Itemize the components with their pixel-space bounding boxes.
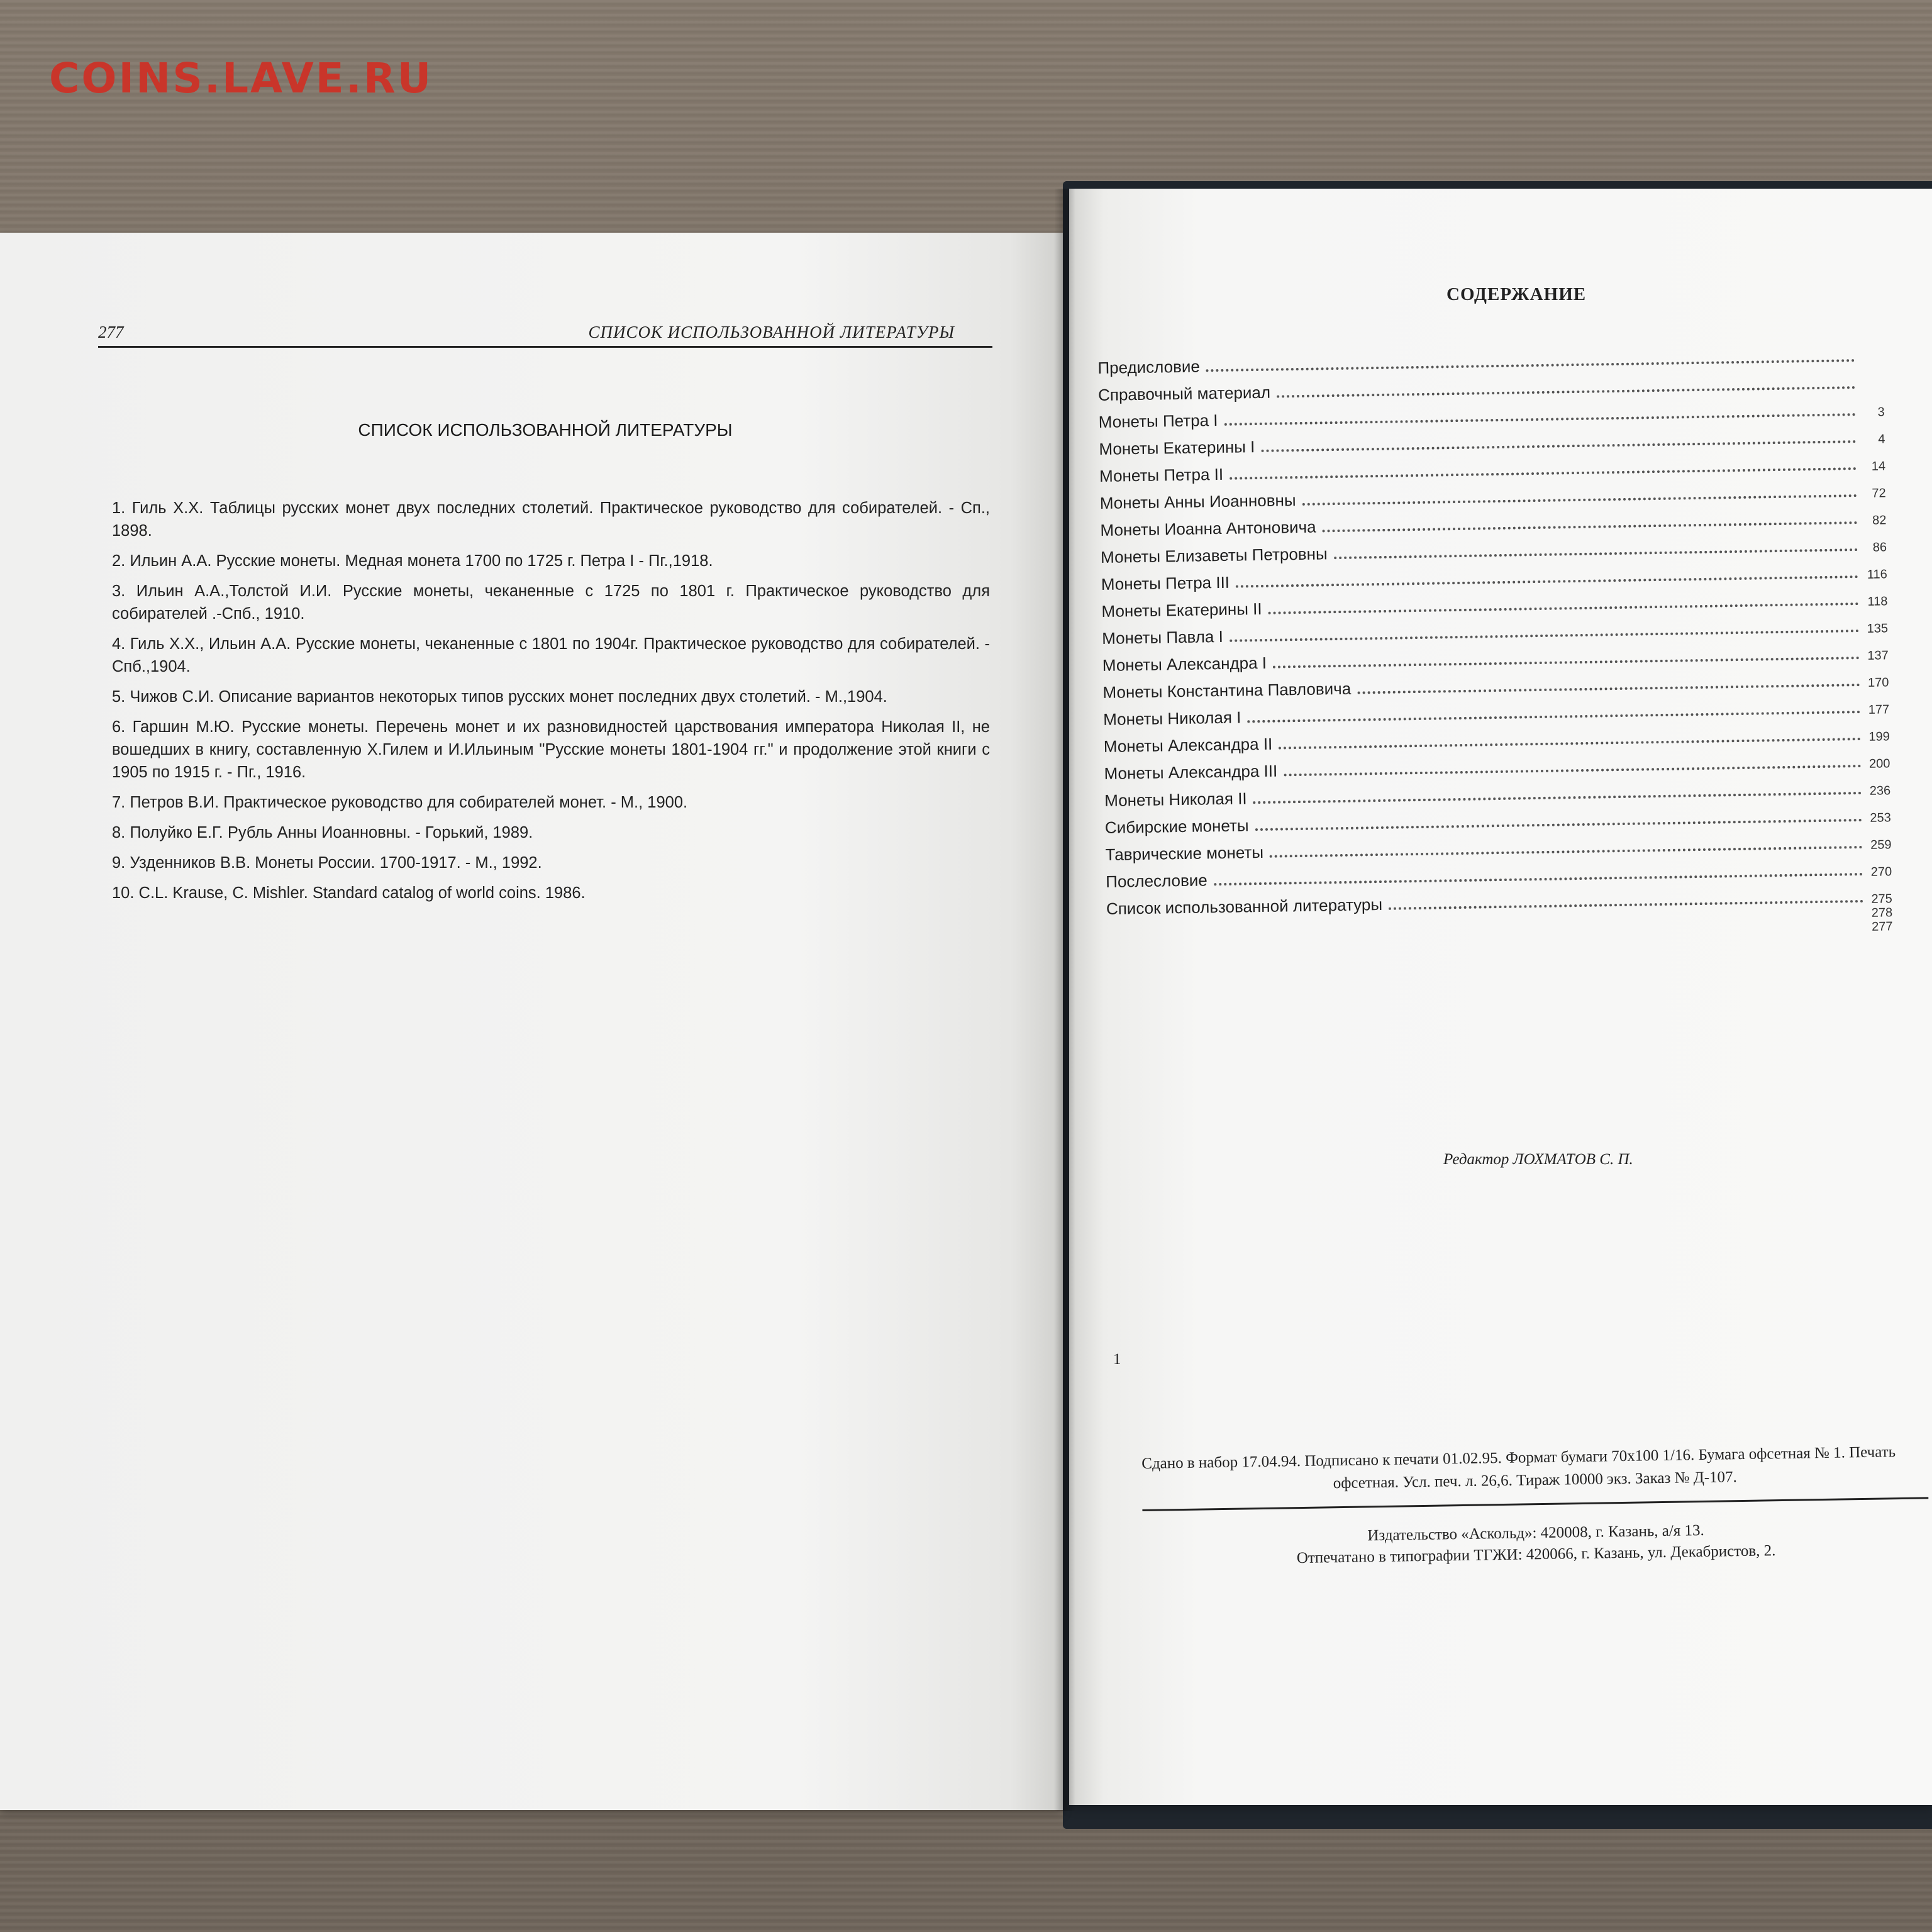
toc-entry-page: 236 — [1869, 784, 1891, 798]
toc-entry-page: 277 — [1871, 919, 1893, 934]
toc-entry-label: Монеты Анны Иоанновны — [1099, 491, 1296, 513]
toc-entry-page: 4 — [1878, 432, 1885, 447]
toc-entry-label: Таврические монеты — [1105, 842, 1264, 864]
watermark: COINS.LAVE.RU — [49, 54, 433, 103]
toc-entry-page: 3 — [1877, 405, 1885, 419]
toc-entry-page: 170 — [1867, 675, 1889, 690]
toc-entry-page: 278 — [1871, 906, 1893, 920]
toc-entry-label: Сибирские монеты — [1104, 816, 1249, 837]
toc-entry-label: Монеты Александра II — [1103, 734, 1273, 756]
toc-entry-page: 82 — [1872, 513, 1887, 528]
reference-item: 2. Ильин А.А. Русские монеты. Медная монета 1700 по 1725 г. Петра I - Пг.,1918. — [112, 552, 713, 570]
reference-item: 10. C.L. Krause, C. Mishler. Standard catalog of world coins. 1986. — [112, 884, 586, 902]
imprint — [1141, 1440, 1929, 1572]
toc-entry-label: Монеты Павла I — [1101, 626, 1224, 648]
toc-entry-label: Монеты Екатерины II — [1101, 599, 1262, 621]
page-number: 277 — [98, 323, 124, 341]
reference-item: 6. Гаршин М.Ю. Русские монеты. Перечень монет и их разновидностей царствования императора Николая II, не вошедших в книгу, составленную Х.Гилем и И.Ильиным "Русские монеты 1801-1904 гг." и продолжение этой книги с 1905 по 1915 г. - Пг., 1916. — [112, 718, 990, 781]
page-mark: 1 — [1113, 1351, 1121, 1368]
toc-entry-page: 14 — [1871, 459, 1886, 474]
publisher-line: Отпечатано в типографии ТГЖИ: 420066, г. Казань, ул. Декабристов, 2. — [1296, 1542, 1776, 1567]
toc-entry-page: 135 — [1867, 621, 1889, 636]
toc-entry-label: Монеты Екатерины I — [1099, 437, 1255, 458]
publisher-line: Издательство «Аскольд»: 420008, г. Казань, а/я 13. — [1367, 1521, 1705, 1545]
book-gutter — [1054, 189, 1075, 1811]
toc-entry-page: 253 — [1870, 811, 1891, 825]
left-page — [0, 233, 1063, 1810]
toc-entry-page: 199 — [1868, 730, 1890, 744]
toc-entry-page: 177 — [1868, 702, 1890, 717]
reference-item: 3. Ильин А.А.,Толстой И.И. Русские монеты, чеканенные с 1725 по 1801 г. Практическое руководство для собирателей .-Спб., 1910. — [112, 582, 990, 623]
toc-entry-label: Послесловие — [1106, 870, 1208, 891]
toc-entry-page: 275 — [1871, 892, 1893, 906]
toc-entry-label: Монеты Петра II — [1099, 464, 1224, 486]
toc-entry-label: Монеты Александра III — [1104, 761, 1278, 783]
reference-item: 1. Гиль Х.Х. Таблицы русских монет двух последних столетий. Практическое руководство для собирателей. - Сп., 1898. — [112, 499, 990, 540]
toc-entry-label: Монеты Елизаветы Петровны — [1100, 544, 1328, 567]
reference-item: 7. Петров В.И. Практическое руководство для собирателей монет. - М., 1900. — [112, 794, 688, 811]
toc-entry-page: 200 — [1868, 757, 1890, 771]
reference-item: 9. Узденников В.В. Монеты России. 1700-1917. - М., 1992. — [112, 854, 542, 872]
reference-item: 5. Чижов С.И. Описание вариантов некоторых типов русских монет последних двух столетий. - М.,1904. — [112, 688, 887, 706]
toc-entry-label: Монеты Петра III — [1101, 572, 1230, 594]
toc-entry-label: Монеты Николая II — [1104, 789, 1247, 810]
toc-entry-label: Монеты Петра I — [1098, 411, 1218, 431]
toc-entry-page: 116 — [1867, 567, 1887, 582]
toc-entry-label: Монеты Иоанна Антоновича — [1100, 517, 1316, 540]
reference-item: 8. Полуйко Е.Г. Рубль Анны Иоанновны. - Горький, 1989. — [112, 824, 533, 841]
reference-item: 4. Гиль Х.Х., Ильин А.А. Русские монеты, чеканенные с 1801 по 1904г. Практическое руководство для собирателей. - Спб.,1904. — [112, 635, 990, 675]
editor-credit: Редактор ЛОХМАТОВ С. П. — [1443, 1151, 1633, 1168]
toc-entry-label: Справочный материал — [1097, 382, 1271, 404]
running-head: СПИСОК ИСПОЛЬЗОВАННОЙ ЛИТЕРАТУРЫ — [588, 323, 955, 341]
imprint-line: Сдано в набор 17.04.94. Подписано к печати 01.02.95. Формат бумаги 70х100 1/16. Бумага офсетная № 1. Печать — [1141, 1443, 1896, 1472]
toc-entry-page: 259 — [1870, 838, 1892, 852]
toc-entry-label: Монеты Константина Павловича — [1102, 679, 1352, 702]
reference-list — [112, 497, 990, 912]
toc-entry-label: Монеты Александра I — [1102, 653, 1267, 675]
toc-entry-page: 118 — [1867, 594, 1888, 609]
toc-entry-label: Предисловие — [1097, 357, 1201, 377]
toc-entry-page: 137 — [1867, 648, 1889, 663]
toc-entry-page: 86 — [1872, 540, 1887, 555]
toc-entry-page: 270 — [1870, 865, 1892, 879]
toc-entry-label: Список использованной литературы — [1106, 894, 1383, 918]
toc-title: СОДЕРЖАНИЕ — [1446, 284, 1587, 304]
page-title: СПИСОК ИСПОЛЬЗОВАННОЙ ЛИТЕРАТУРЫ — [358, 420, 733, 440]
left-page-header — [98, 313, 992, 348]
toc-entry-label: Монеты Николая I — [1102, 708, 1241, 729]
table-of-contents — [1097, 338, 1893, 947]
imprint-line: офсетная. Усл. печ. л. 26,6. Тираж 10000 экз. Заказ № Д-107. — [1333, 1468, 1738, 1492]
divider — [1142, 1497, 1928, 1511]
toc-entry-page: 72 — [1872, 486, 1886, 501]
